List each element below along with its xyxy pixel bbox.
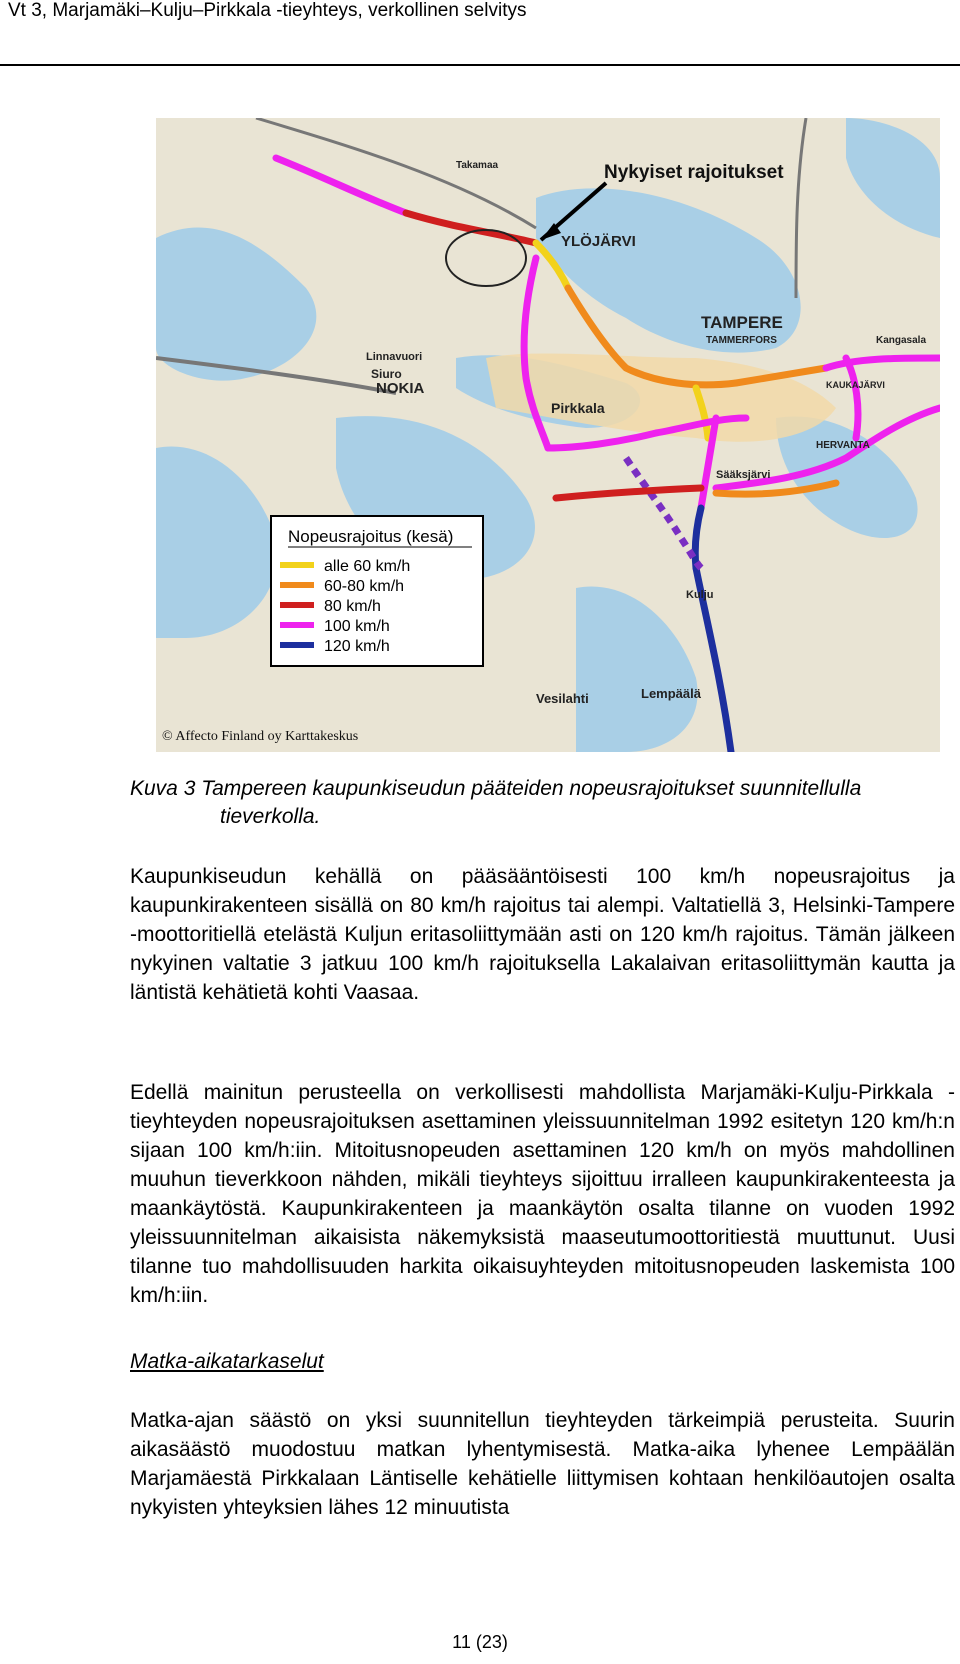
legend-swatch [280,562,314,568]
label-kangasala: Kangasala [876,335,927,346]
label-linnavuori: Linnavuori [366,351,423,363]
label-nokia: NOKIA [376,380,425,397]
label-tampere: TAMPERE [701,313,783,332]
document-title: Vt 3, Marjamäki–Kulju–Pirkkala -tieyhteys, verkollinen selvitys [8,0,527,21]
label-takamaa: Takamaa [456,160,499,171]
legend-swatch [280,622,314,628]
legend-label: 100 km/h [324,618,390,635]
legend-label: 120 km/h [324,638,390,655]
page-header [0,0,960,66]
label-siuro: Siuro [371,367,402,381]
paragraph-network-analysis: Edellä mainitun perusteella on verkollisesti mahdollista Marjamäki-Kulju-Pirkkala -tieyhteyden nopeusrajoituksen asettaminen yleissuunnitelman 1992 esitetyn 120 km/h:n sijaan 100 km/h:iin. Mitoitusnopeuden asettaminen 120 km/h on myös mahdollinen muuhun tieverkkoon nähden, mikäli tieyhteys sijoittuu irralleen kaupunkirakenteesta ja maankäytöstä. Kaupunkirakenteen ja maankäytön osalta tilanne on vuoden 1992 yleissuunnitelman aikaisista näkemyksistä maaseutumoottoritiestä muuttunut. Uusi tilanne tuo mahdollisuuden harkita oikaisuyhteyden mitoitusnopeuden laskemista 100 km/h:iin. [130,1081,955,1307]
header-divider [0,64,960,66]
label-vesilahti: Vesilahti [536,691,589,706]
label-lempaala: Lempäälä [641,686,701,701]
map-legend [271,516,483,666]
map-copyright: © Affecto Finland oy Karttakeskus [162,729,359,744]
legend-label: 80 km/h [324,598,381,615]
figure-caption [130,775,955,831]
legend-label: alle 60 km/h [324,558,411,575]
label-pirkkala: Pirkkala [551,400,605,416]
paragraph-travel-time: Matka-ajan säästö on yksi suunnitellun tieyhteyden tärkeimpiä perusteita. Suurin aikasäästö muodostuu matkan lyhentymisestä. Matka-aika lyhenee Lempäälän Marjamäestä Pirkkalaan Läntiselle kehätielle liittymisen kohtaan henkilöautojen osalta nykyisten yhteyksien lähes 12 minuutista [130,1409,955,1519]
paragraph-speed-limits: Kaupunkiseudun kehällä on pääsääntöisesti 100 km/h nopeusrajoitus ja kaupunkirakenteen sisällä on 80 km/h rajoitus tai alempi. Valtatiellä 3, Helsinki-Tampere -moottoritiellä etelästä Kuljun eritasoliittymään asti on 120 km/h rajoitus. Tämän jälkeen nykyinen valtatie 3 jatkuu 100 km/h rajoituksella Lakalaivan eritasoliittymän kautta ja läntistä kehätietä kohti Vaasaa. [130,865,955,1004]
legend-label: 60-80 km/h [324,578,405,595]
caption-line-1: Kuva 3 Tampereen kaupunkiseudun pääteiden nopeusrajoitukset suunnitellulla [130,777,862,800]
speed-limit-map [156,118,940,752]
label-kaukajarvi: KAUKAJÄRVI [826,380,885,390]
speed-limit-map-figure [156,118,940,752]
label-tammerfors: TAMMERFORS [706,335,777,346]
section-subheading: Matka-aikatarkaselut [130,1350,324,1373]
caption-line-2: tieverkolla. [220,805,321,828]
label-saaksjarvi: Sääksjärvi [716,469,771,481]
label-kulju: Kulju [686,589,714,601]
label-ylojarvi: YLÖJÄRVI [561,233,636,250]
label-hervanta: HERVANTA [816,440,870,451]
map-title: Nykyiset rajoitukset [604,162,784,183]
page-number: 11 (23) [452,1632,508,1652]
legend-swatch [280,602,314,608]
legend-swatch [280,642,314,648]
legend-title: Nopeusrajoitus (kesä) [288,527,454,546]
legend-swatch [280,582,314,588]
